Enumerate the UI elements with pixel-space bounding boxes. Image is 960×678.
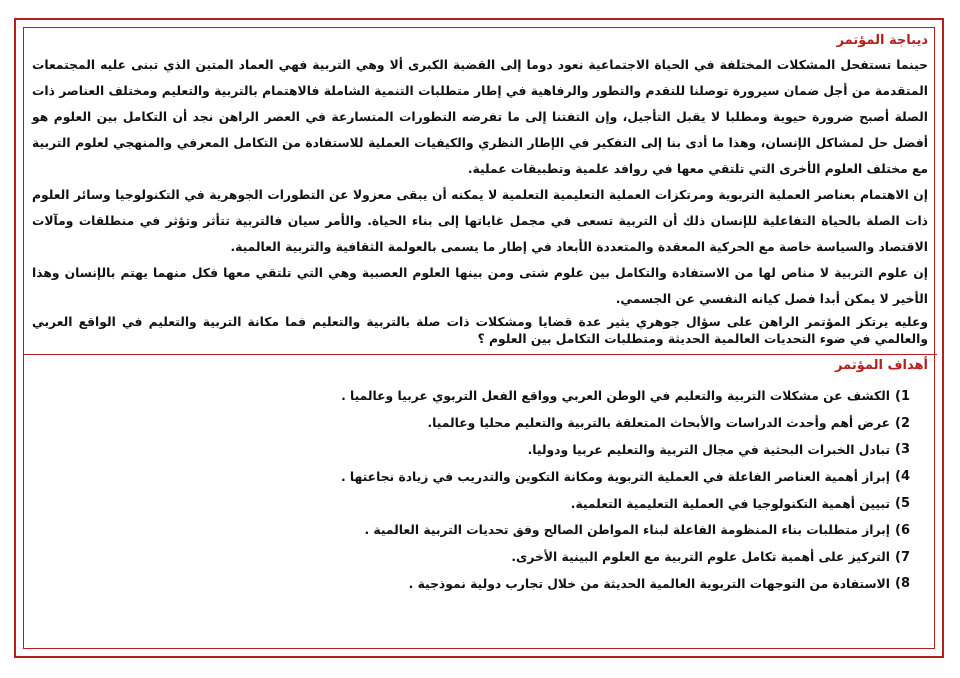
goal-item [32,383,928,410]
goal-number: 4) [895,469,910,485]
preamble-paragraph-3: إن علوم التربية لا مناص لها من الاستفادة والتكامل بين علوم شتى ومن بينها العلوم العصبية وهي التي تلتقي معها فكل منهما يهتم بالإنسان وهذا الأخير لا يمكن أبدا فصل كيانه النفسي عن الجسمي. [32,266,928,306]
goal-number: 6) [895,522,910,538]
goal-number: 3) [895,442,910,458]
goal-item [32,463,928,490]
section-divider [23,354,937,355]
goal-number: 1) [895,388,910,404]
goal-item [32,437,928,464]
goal-item [32,571,928,598]
goal-number: 2) [895,415,910,431]
goal-number: 8) [895,576,910,592]
goals-title: أهداف المؤتمر [835,358,928,373]
goal-text: إبراز متطلبات بناء المنظومة الفاعلة لبناء المواطن الصالح وفق تحديات التربية العالمية . [364,523,890,538]
goal-item [32,410,928,437]
goal-text: الاستفادة من التوجهات التربوية العالمية الحديثة من خلال تجارب دولية نموذجية . [408,576,890,591]
goal-text: تبادل الخبرات البحثية في مجال التربية والتعليم عربيا ودوليا. [527,442,890,457]
goal-text: تبيين أهمية التكنولوجيا في العملية التعليمية التعلمية. [570,496,890,511]
goal-number: 7) [895,549,910,565]
goal-item [32,490,928,517]
goal-text: الكشف عن مشكلات التربية والتعليم في الوطن العربي وواقع الفعل التربوي عربيا وعالميا . [341,389,890,404]
preamble-paragraph-1: حينما تستفحل المشكلات المختلفة في الحياة الاجتماعية نعود دوما إلى القضية الكبرى ألا وهي التربية فهي العماد المتين الذي تبنى عليه المجتمعات المتقدمة من أجل ضمان سيرورة توصلنا للتقدم والتطور والرفاهية في إطار متطلبات التنمية الشاملة فالاهتمام بالتربية والتعليم ومختلف العناصر ذات الصلة أصبح ضرورة حيوية ومطلبا لا يقبل التأجيل، وإن التفتنا إلى ما تفرضه التطورات المتسارعة في العصر الراهن نجد أن التكامل بين العلوم هو أفضل حل لمشاكل الإنسان، وهذا ما أدى بنا إلى التفكير في الإطار النظري والكيفيات العملية للاستفادة من التكامل المعرفي والمنهجي لعلوم التربية مع مختلف العلوم الأخرى التي تلتقي معها في روافد علمية وتطبيقات عملية. [32,58,928,176]
preamble-paragraph-2: إن الاهتمام بعناصر العملية التربوية ومرتكزات العملية التعليمية التعلمية لا يمكنه أن يبقى معزولا عن التطورات الجوهرية في التكنولوجيا وسائر العلوم ذات الصلة بالحياة التفاعلية للإنسان ذلك أن التربية تسعى في مجمل غاياتها إلى بناء الحياة. والأمر سيان فالتربية تتأثر وتؤثر في منطلقات ومآلات الاقتصاد والسياسة خاصة مع الحركية المعقدة والمتعددة الأبعاد في إطار ما يسمى بالعولمة الثقافية والتربية العالمية. [32,188,928,254]
goal-text: عرض أهم وأحدث الدراسات والأبحاث المتعلقة بالتربية والتعليم محليا وعالميا. [427,416,890,431]
preamble-paragraph-4: وعليه يرتكز المؤتمر الراهن على سؤال جوهري يثير عدة قضايا ومشكلات ذات صلة بالتربية والتعليم فما مكانة التربية والتعليم في الواقع العربي والعالمي في ضوء التحديات العالمية الحديثة ومتطلبات التكامل بين العلوم ؟ [32,315,928,346]
preamble-title: ديباجة المؤتمر [836,33,928,48]
goal-item [32,517,928,544]
goal-number: 5) [895,496,910,512]
goal-item [32,544,928,571]
goal-text: التركيز على أهمية تكامل علوم التربية مع العلوم البينية الأخرى. [511,550,890,565]
goal-text: إبراز أهمية العناصر الفاعلة في العملية التربوية ومكانة التكوين والتدريب في زيادة نجاعتها . [340,469,890,484]
goals-list [32,383,928,597]
document-body [32,32,928,597]
